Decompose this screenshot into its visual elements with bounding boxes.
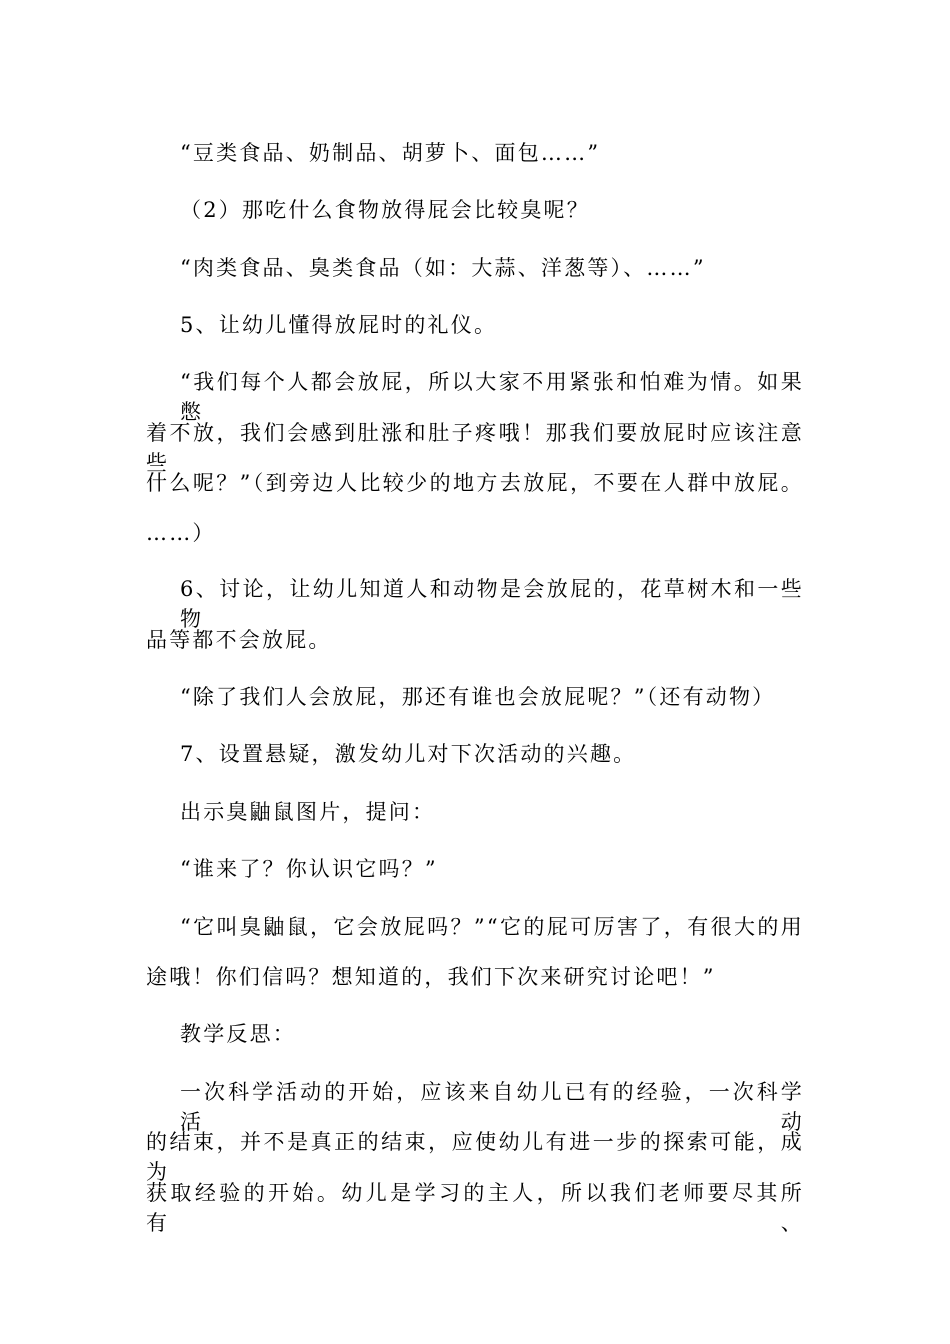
text-line: 5、让幼儿懂得放屁时的礼仪。 — [180, 313, 498, 337]
text-line: “我们每个人都会放屁，所以大家不用紧张和怕难为情。如果憋 — [180, 370, 804, 424]
text-line: 什么呢？”（到旁边人比较少的地方去放屁，不要在人群中放屁。 — [146, 471, 804, 495]
text-line: 着不放，我们会感到肚涨和肚子疼哦！那我们要放屁时应该注意些 — [146, 421, 804, 475]
text-line: ……） — [146, 521, 216, 545]
text-line: “除了我们人会放屁，那还有谁也会放屁呢？”（还有动物） — [180, 685, 776, 709]
text-line: 出示臭鼬鼠图片，提问： — [180, 800, 436, 824]
text-line: 获取经验的开始。幼儿是学习的主人，所以我们老师要尽其所有、 — [146, 1181, 804, 1235]
text-line: 一次科学活动的开始，应该来自幼儿已有的经验，一次科学活动 — [180, 1080, 804, 1134]
text-line: 教学反思： — [180, 1022, 296, 1046]
text-line: 途哦！你们信吗？想知道的，我们下次来研究讨论吧！” — [146, 965, 716, 989]
text-line: 7、设置悬疑，激发幼儿对下次活动的兴趣。 — [180, 742, 637, 766]
text-line: “它叫臭鼬鼠，它会放屁吗？”“它的屁可厉害了，有很大的用 — [180, 915, 804, 939]
text-line: “谁来了？你认识它吗？” — [180, 857, 438, 881]
text-line: “肉类食品、臭类食品（如：大蒜、洋葱等）、……” — [180, 256, 706, 280]
text-line: 品等都不会放屁。 — [146, 628, 332, 652]
text-line: 的结束，并不是真正的结束，应使幼儿有进一步的探索可能，成为 — [146, 1130, 804, 1184]
text-line: （2）那吃什么食物放得屁会比较臭呢？ — [180, 198, 590, 222]
text-line: 6、讨论，让幼儿知道人和动物是会放屁的，花草树木和一些物 — [180, 577, 804, 631]
text-line: “豆类食品、奶制品、胡萝卜、面包……” — [180, 141, 601, 165]
